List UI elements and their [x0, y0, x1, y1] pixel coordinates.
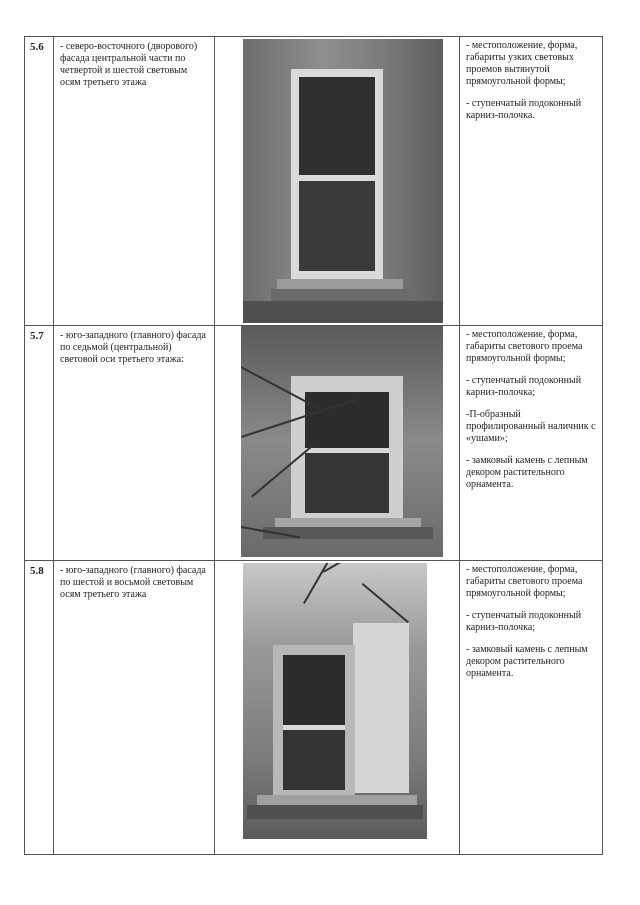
row-description: - юго-западного (главного) фасада по шестой и восьмой световым осям третьего этажа: [60, 565, 206, 600]
facade-photo: [241, 326, 443, 557]
row-number-cell: [25, 37, 54, 326]
notes-cell: [460, 561, 603, 855]
photo-cell: [215, 326, 460, 561]
photo-cell: [215, 561, 460, 855]
document-table: [24, 36, 603, 855]
facade-photo: [243, 563, 427, 839]
row-number: 5.7: [30, 330, 44, 342]
row-number: 5.8: [30, 565, 44, 577]
photo-cell: [215, 37, 460, 326]
row-description: - юго-западного (главного) фасада по седьмой (центральной) световой оси третьего этажа:: [60, 330, 206, 365]
notes-cell: [460, 37, 603, 326]
table-row: [25, 561, 603, 855]
note-item: - ступенчатый подоконный карниз-полочка;: [466, 375, 582, 398]
note-item: -П-образный профилированный наличник с «ушами»;: [466, 409, 596, 444]
facade-photo: [243, 39, 443, 323]
note-item: - ступенчатый подоконный карниз-полочка;: [466, 610, 582, 633]
description-cell: [54, 326, 215, 561]
note-item: - замковый камень с лепным декором растительного орнамента.: [466, 644, 588, 679]
notes-cell: [460, 326, 603, 561]
note-item: - ступенчатый подоконный карниз-полочка.: [466, 98, 582, 121]
row-number-cell: [25, 561, 54, 855]
row-description: - северо-восточного (дворового) фасада центральной части по четвертой и шестой световым осям третьего этажа: [60, 41, 198, 88]
row-number: 5.6: [30, 41, 44, 53]
row-number-cell: [25, 326, 54, 561]
description-cell: [54, 37, 215, 326]
note-item: - местоположение, форма, габариты светового проема прямоугольной формы;: [466, 564, 583, 599]
table-row: [25, 326, 603, 561]
note-item: - местоположение, форма, габариты светового проема прямоугольной формы;: [466, 329, 583, 364]
table-row: [25, 37, 603, 326]
note-item: - местоположение, форма, габариты узких световых проемов вытянутой прямоугольной формы;: [466, 40, 578, 87]
description-cell: [54, 561, 215, 855]
note-item: - замковый камень с лепным декором растительного орнамента.: [466, 455, 588, 490]
